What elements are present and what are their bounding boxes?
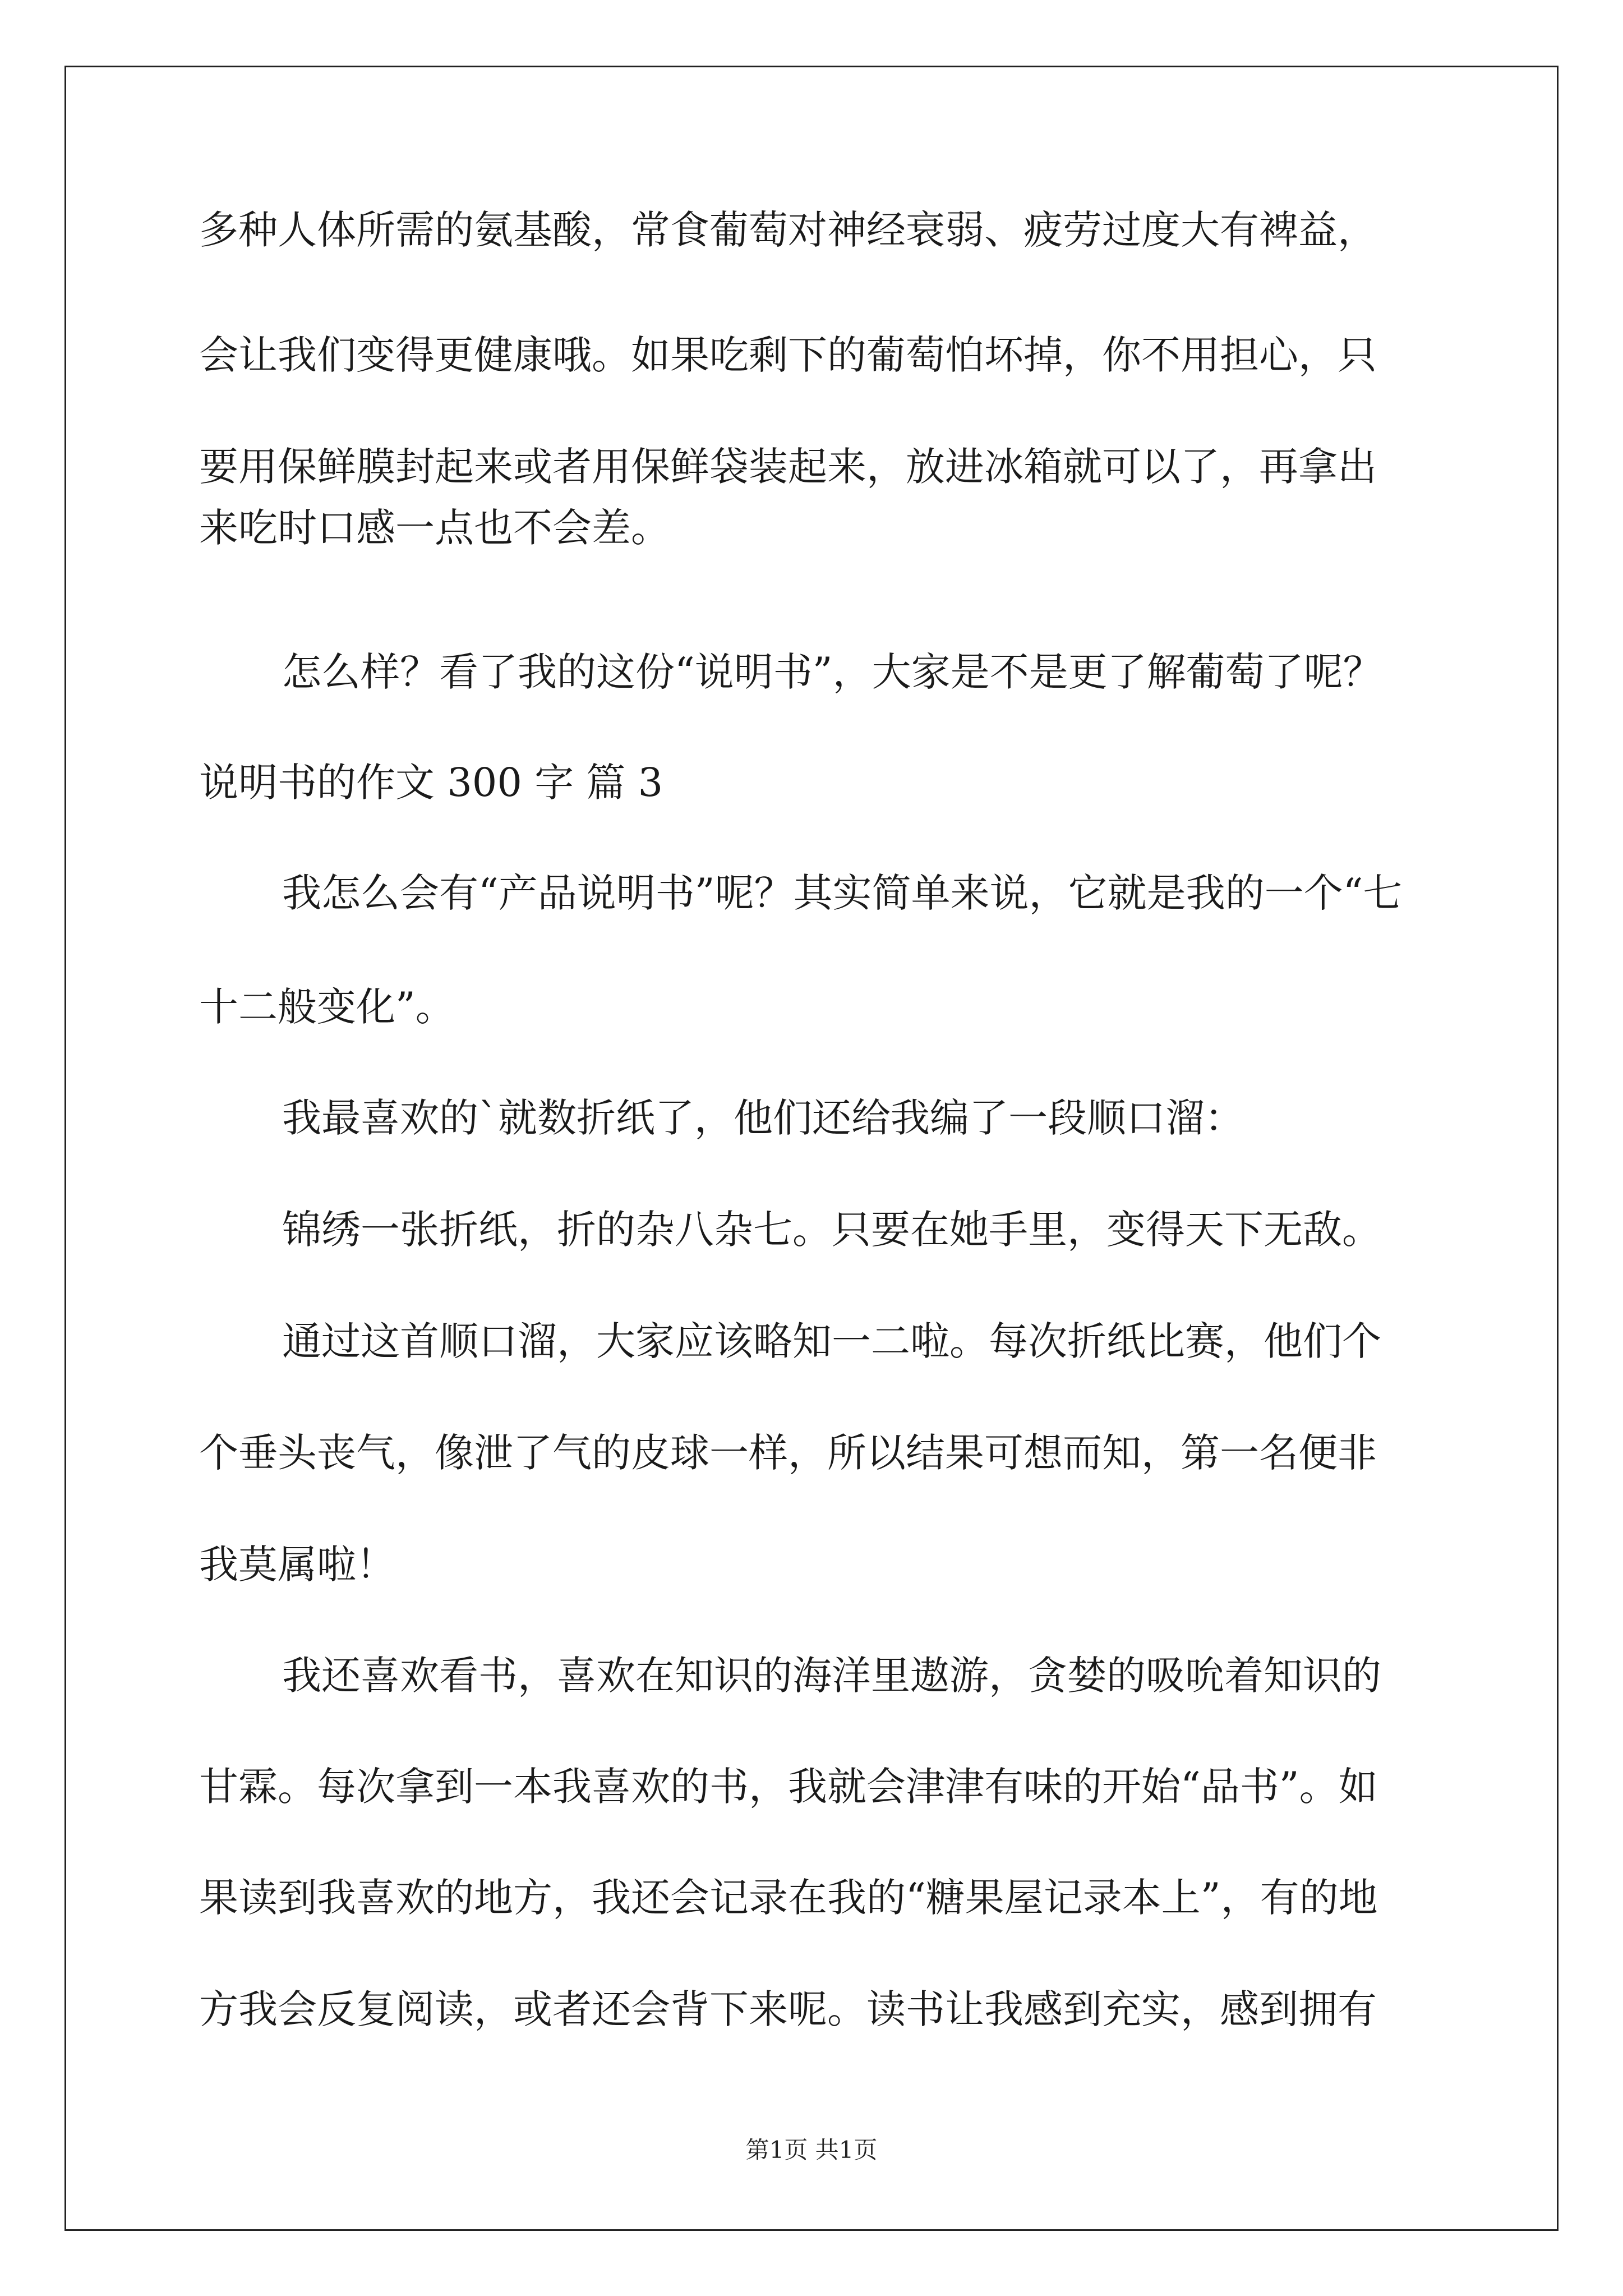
body-line: 方我会反复阅读，或者还会背下来呢。读书让我感到充实，感到拥有 (199, 1986, 1377, 2032)
body-line: 来吃时口感一点也不会差。 (199, 505, 670, 551)
body-line: 甘霖。每次拿到一本我喜欢的书，我就会津津有味的开始“品书”。如 (199, 1764, 1378, 1810)
body-line: 我还喜欢看书，喜欢在知识的海洋里遨游，贪婪的吸吮着知识的 (282, 1653, 1381, 1699)
body-line: 我莫属啦！ (199, 1542, 395, 1588)
section-heading: 说明书的作文 300 字 篇 3 (199, 760, 663, 806)
body-line: 个垂头丧气，像泄了气的皮球一样，所以结果可想而知，第一名便非 (199, 1430, 1377, 1476)
body-line: 十二般变化”。 (199, 984, 455, 1030)
body-line: 锦绣一张折纸，折的杂八杂七。只要在她手里，变得天下无敌。 (282, 1207, 1381, 1253)
body-line: 我怎么会有“产品说明书”呢？其实简单来说，它就是我的一个“七 (282, 870, 1403, 916)
body-line: 多种人体所需的氨基酸，常食葡萄对神经衰弱、疲劳过度大有裨益， (199, 207, 1377, 253)
page-number: 第1页 共1页 (745, 2136, 878, 2164)
body-line: 通过这首顺口溜，大家应该略知一二啦。每次折纸比赛，他们个 (282, 1318, 1381, 1364)
body-line: 要用保鲜膜封起来或者用保鲜袋装起来，放进冰箱就可以了，再拿出 (199, 444, 1377, 490)
body-line: 怎么样？看了我的这份“说明书”，大家是不是更了解葡萄了呢？ (282, 649, 1382, 695)
body-line: 果读到我喜欢的地方，我还会记录在我的“糖果屋记录本上”，有的地 (199, 1875, 1378, 1921)
body-line: 我最喜欢的`就数折纸了，他们还给我编了一段顺口溜： (282, 1095, 1244, 1141)
body-line: 会让我们变得更健康哦。如果吃剩下的葡萄怕坏掉，你不用担心，只 (199, 332, 1377, 378)
